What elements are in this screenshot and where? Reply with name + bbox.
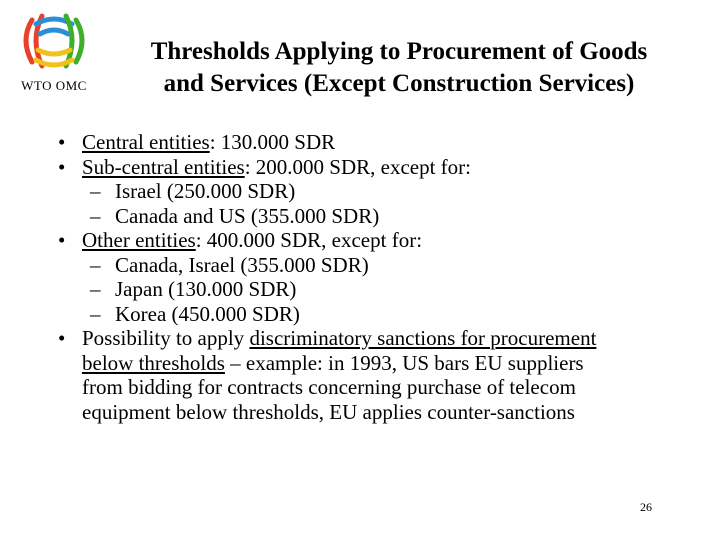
sub-dash: – [90, 179, 101, 203]
sanctions-underlined-1: discriminatory sanctions for procurement [249, 326, 597, 350]
sub-item [0, 277, 700, 302]
slide-title [104, 36, 694, 100]
bullet-term: Other entities [82, 228, 196, 252]
sanctions-post: – example: in 1993, US bars EU suppliers [224, 350, 584, 375]
sub-item-text: Japan (130.000 SDR) [115, 277, 297, 301]
bullet-text: : 400.000 SDR, except for: [195, 228, 423, 252]
wto-logo [8, 10, 100, 100]
bullet-text: : 200.000 SDR, except for: [244, 154, 472, 179]
bullet-dot: • [58, 326, 66, 350]
page-number: 26 [640, 500, 652, 514]
title-line-2: and Services (Except Construction Services) [163, 70, 635, 97]
sub-item [0, 204, 700, 229]
sub-item-text: Korea (450.000 SDR) [115, 301, 300, 326]
sub-dash: – [90, 301, 101, 326]
sub-item [0, 179, 700, 204]
sub-dash: – [90, 203, 101, 228]
bullet-sanctions [0, 326, 700, 424]
sanctions-line-2 [82, 351, 700, 376]
bullet-text: : 130.000 SDR [209, 130, 336, 154]
logo-text: WTO OMC [21, 78, 87, 93]
title-line-1: Thresholds Applying to Procurement of Goods [150, 38, 648, 65]
bullet-term: Sub-central entities [82, 154, 245, 179]
sub-item-text: Israel (250.000 SDR) [115, 179, 296, 203]
sub-item [0, 302, 700, 327]
sanctions-line-1 [82, 326, 700, 351]
bullet-dot: • [58, 154, 66, 179]
sub-dash: – [90, 277, 101, 301]
bullet-other-entities [0, 228, 700, 253]
sub-dash: – [90, 252, 101, 277]
sub-item-text: Canada, Israel (355.000 SDR) [115, 252, 369, 277]
bullet-list [0, 130, 700, 424]
sanctions-pre: Possibility to apply [82, 326, 250, 350]
sanctions-line-3: from bidding for contracts concerning purchase of telecom [82, 375, 576, 399]
sanctions-line-4: equipment below thresholds, EU applies counter-sanctions [82, 399, 575, 424]
sub-item-text: Canada and US (355.000 SDR) [115, 203, 380, 228]
bullet-sub-central-entities [0, 155, 700, 180]
bullet-central-entities [0, 130, 700, 155]
sub-item [0, 253, 700, 278]
sanctions-underlined-2: below thresholds [82, 350, 225, 375]
bullet-term: Central entities [82, 130, 210, 154]
wto-logo-icon [14, 10, 94, 76]
bullet-dot: • [58, 228, 66, 252]
bullet-dot: • [58, 130, 66, 154]
